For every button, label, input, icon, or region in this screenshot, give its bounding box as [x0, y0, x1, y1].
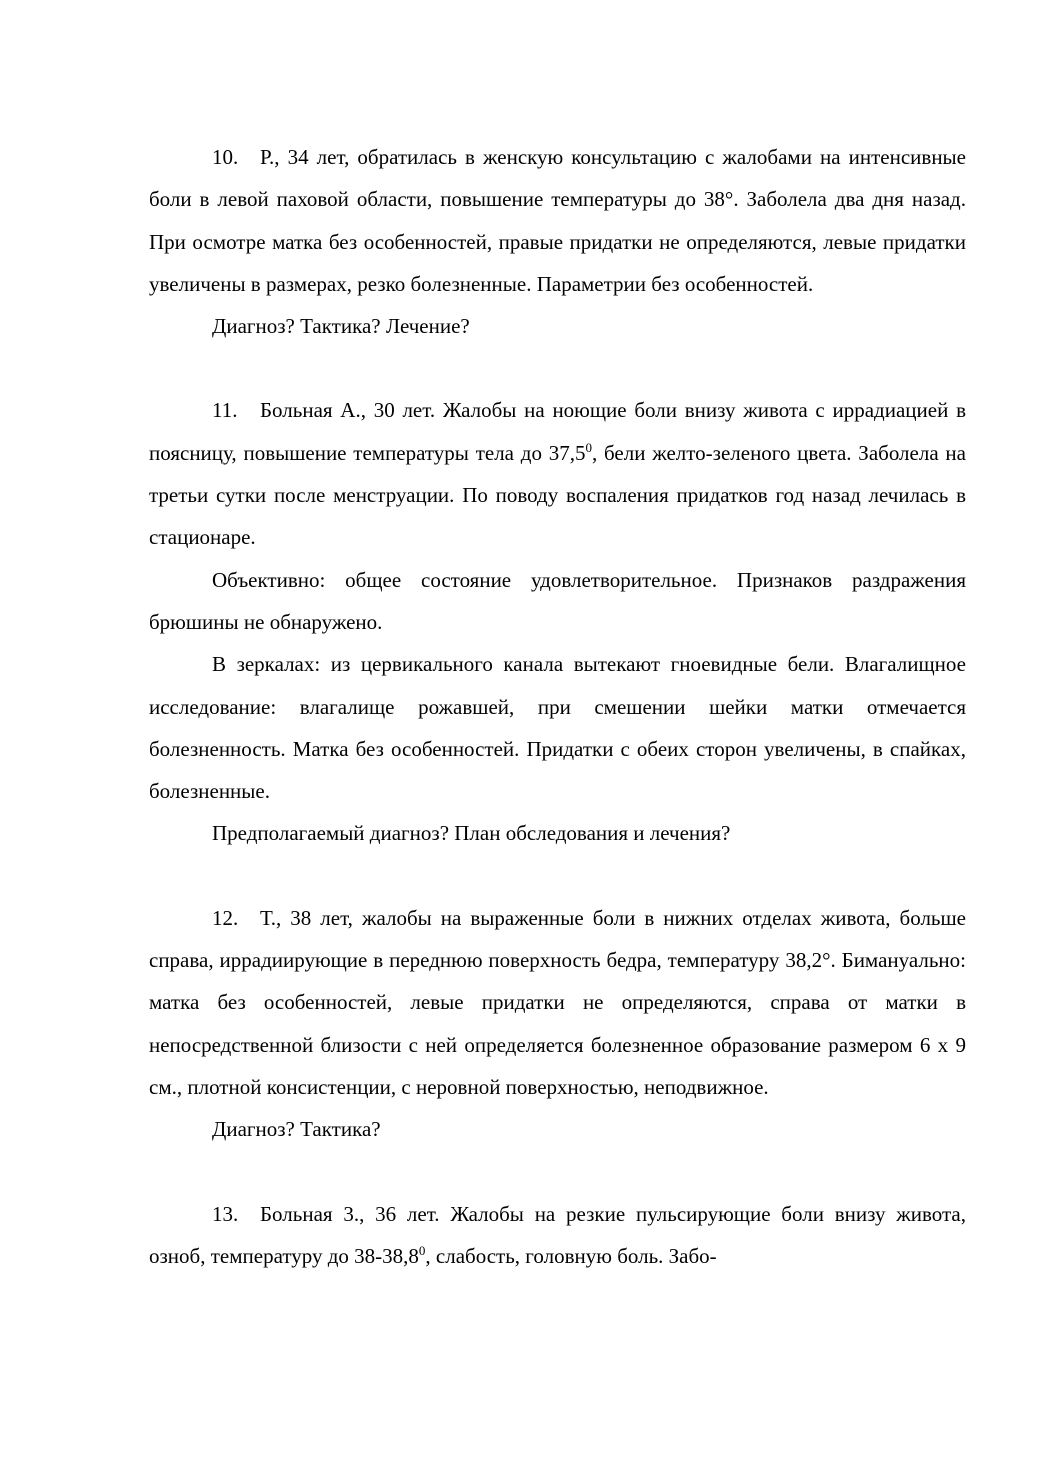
case-11-number: 11. — [212, 398, 238, 423]
case-10-text: Р., 34 лет, обратилась в женскую консультацию с жалобами на интенсивные боли в левой паховой области, повышение температуры до 38°. Заболела два дня назад. При осмотре матка без особенностей, правые придатки не определяются, левые придатки увеличены в размерах, резко болезненные. Параметрии без особенностей. — [149, 145, 966, 296]
case-11-paragraph-1 — [149, 389, 966, 558]
case-13-text-a: Больная 3., 36 лет. Жалобы на резкие пульсирующие боли внизу живота, озноб, температуру до 38-38,8 — [149, 1201, 966, 1268]
document-page — [149, 136, 966, 1277]
case-12-text: Т., 38 лет, жалобы на выраженные боли в нижних отделах живота, больше справа, иррадиирующие в переднюю поверхность бедра, температуру 38,2°. Бимануально: матка без особенностей, левые придатки не определяются, справа от матки в непосредственной близости с ней определяется болезненное образование размером 6 х 9 см., плотной консистенции, с неровной поверхностью, неподвижное. — [149, 905, 966, 1099]
section-gap — [149, 1151, 966, 1193]
case-13-text-b: , слабость, головную боль. Забо- — [425, 1243, 717, 1268]
case-11-paragraph-3: В зеркалах: из цервикального канала вытекают гноевидные бели. Влагалищное исследование: влагалище рожавшей, при смешении шейки матки отмечается болезненность. Матка без особенностей. Придатки с обеих сторон увеличены, в спайках, болезненные. — [149, 652, 966, 804]
case-12-number: 12. — [212, 905, 239, 930]
case-12-paragraph — [149, 897, 966, 1108]
case-11-degree-sup: 0 — [585, 439, 592, 455]
case-13-number: 13. — [212, 1201, 239, 1226]
case-13-degree-sup: 0 — [418, 1242, 426, 1258]
case-10-paragraph — [149, 136, 966, 305]
case-13-paragraph — [149, 1193, 966, 1278]
section-gap — [149, 855, 966, 897]
case-11-paragraph-2: Объективно: общее состояние удовлетворительное. Признаков раздражения брюшины не обнаружено. — [149, 567, 966, 634]
case-11-text-b: , бели желто-зеленого цвета. Заболела на третьи сутки после менструации. По поводу воспаления придатков год назад лечилась в стационаре. — [149, 440, 966, 550]
case-11-text-a: Больная А., 30 лет. Жалобы на ноющие боли внизу живота с иррадиацией в поясницу, повышение температуры тела до 37,5 — [149, 398, 966, 465]
case-12-question: Диагноз? Тактика? — [212, 1117, 381, 1142]
case-11-question: Предполагаемый диагноз? План обследования и лечения? — [212, 821, 731, 846]
section-gap — [149, 347, 966, 389]
case-10-question: Диагноз? Тактика? Лечение? — [212, 314, 470, 339]
case-10-number: 10. — [212, 145, 239, 169]
